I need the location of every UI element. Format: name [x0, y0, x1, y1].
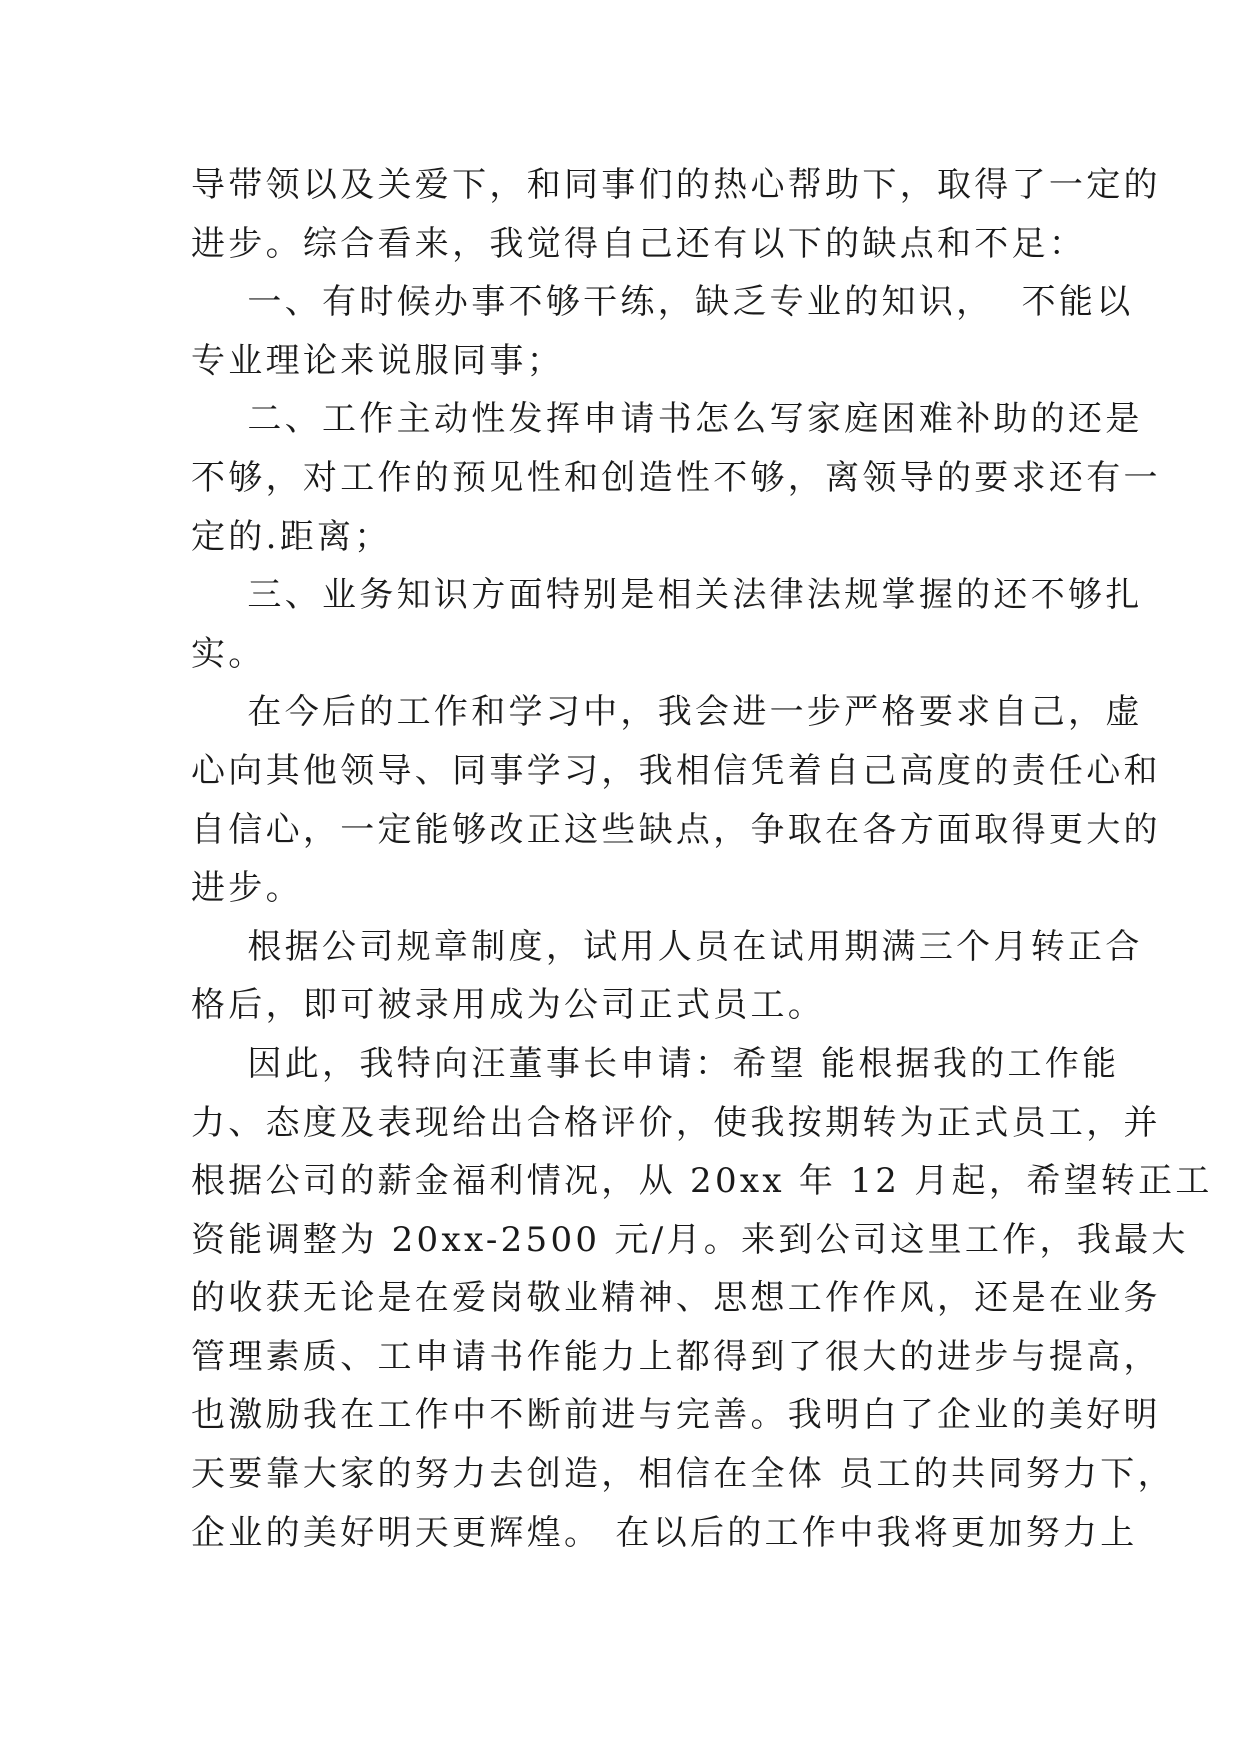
text-line: 在今后的工作和学习中，我会进一步严格要求自己，虚 — [191, 692, 1143, 733]
text-line: 的收获无论是在爱岗敬业精神、思想工作作风，还是在业务 — [191, 1278, 1161, 1319]
text-line: 管理素质、工申请书作能力上都得到了很大的进步与提高， — [191, 1336, 1161, 1377]
text-line: 心向其他领导、同事学习，我相信凭着自己高度的责任心和 — [191, 750, 1161, 791]
body-text — [191, 156, 1213, 1562]
text-line: 力、态度及表现给出合格评价，使我按期转为正式员工，并 — [191, 1102, 1161, 1143]
text-line: 天要靠大家的努力去创造，相信在全体 员工的共同努力下， — [191, 1454, 1175, 1495]
text-line: 资能调整为 20xx-2500 元/月。来到公司这里工作，我最大 — [191, 1219, 1189, 1260]
text-line: 进步。综合看来，我觉得自己还有以下的缺点和不足： — [191, 223, 1087, 264]
text-line: 格后，即可被录用成为公司正式员工。 — [191, 985, 826, 1026]
text-line: 三、业务知识方面特别是相关法律法规掌握的还不够扎 — [191, 575, 1143, 616]
text-line: 自信心，一定能够改正这些缺点，争取在各方面取得更大的 — [191, 809, 1161, 850]
text-line: 实。 — [191, 633, 266, 674]
text-line: 根据公司规章制度，试用人员在试用期满三个月转正合 — [191, 926, 1143, 967]
text-line: 企业的美好明天更辉煌。 在以后的工作中我将更加努力上 — [191, 1512, 1138, 1553]
text-line: 因此，我特向汪董事长申请：希望 能根据我的工作能 — [191, 1043, 1120, 1084]
text-line: 进步。 — [191, 868, 303, 909]
text-line: 导带领以及关爱下，和同事们的热心帮助下，取得了一定的 — [191, 165, 1161, 205]
text-line: 根据公司的薪金福利情况，从 20xx 年 12 月起，希望转正工 — [191, 1161, 1213, 1202]
text-line: 不够，对工作的预见性和创造性不够，离领导的要求还有一 — [191, 457, 1161, 498]
text-line: 专业理论来说服同事； — [191, 340, 564, 381]
text-line: 定的.距离； — [191, 516, 392, 557]
text-line: 一、有时候办事不够干练，缺乏专业的知识， 不能以 — [191, 282, 1134, 323]
text-line: 也激励我在工作中不断前进与完善。我明白了企业的美好明 — [191, 1395, 1161, 1436]
text-line: 二、工作主动性发挥申请书怎么写家庭困难补助的还是 — [191, 399, 1143, 440]
